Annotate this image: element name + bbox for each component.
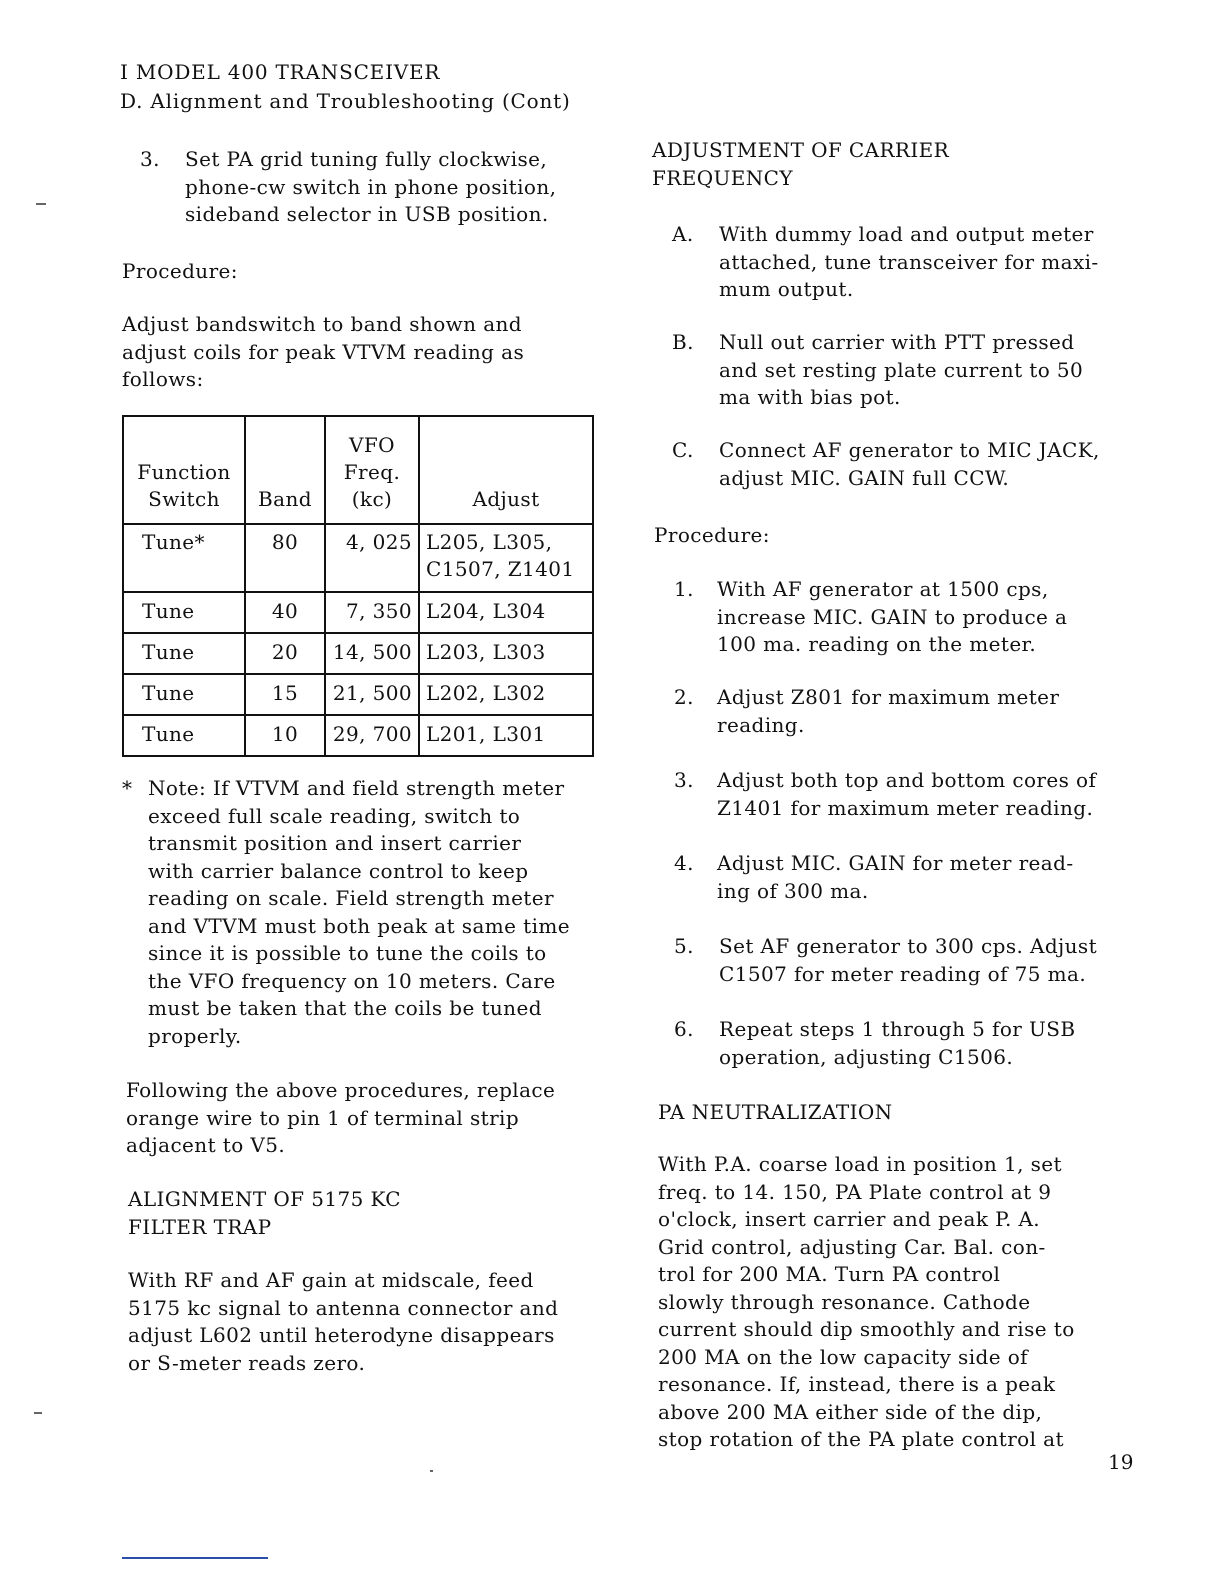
scan-speck: [430, 1470, 433, 1472]
step-number: 2.: [674, 685, 694, 709]
item-label: C.: [672, 438, 694, 462]
note-line: and VTVM must both peak at same time: [148, 913, 570, 938]
footer-rule: [122, 1557, 268, 1559]
cell-function: Tune: [123, 674, 245, 715]
header-band: Band: [245, 416, 325, 524]
note-line: transmit position and insert carrier: [148, 831, 522, 855]
paragraph-line: follows:: [122, 367, 204, 391]
cell-adjust: L205, L305, C1507, Z1401: [419, 524, 593, 592]
header-section-title: D. Alignment and Troubleshooting (Cont): [120, 89, 571, 113]
note-line: the VFO frequency on 10 meters. Care: [148, 968, 556, 993]
step-number: 3.: [674, 768, 694, 792]
cell-band: 10: [245, 715, 325, 756]
table-row: [123, 524, 593, 592]
note-line: Note: If VTVM and field strength meter: [148, 776, 565, 800]
step-number: 4.: [674, 851, 694, 875]
alignment-table: [122, 415, 594, 757]
right-procedure-label: Procedure:: [654, 523, 770, 547]
cell-band: 80: [245, 524, 325, 592]
left-following-paragraph: [126, 1077, 555, 1160]
trap-heading: ALIGNMENT OF 5175 KC FILTER TRAP: [128, 1187, 401, 1239]
cell-function: Tune: [123, 592, 245, 633]
table-row: [123, 674, 593, 715]
page-number: 19: [1108, 1450, 1134, 1474]
step-line: phone-cw switch in phone position,: [185, 174, 557, 199]
step-number: 5.: [674, 934, 694, 958]
paragraph-line: 200 MA on the low capacity side of: [658, 1344, 1028, 1369]
note-line: must be taken that the coils be tuned: [148, 996, 542, 1020]
step-line: Set PA grid tuning fully clockwise,: [185, 147, 548, 171]
item-label: B.: [672, 330, 694, 354]
paragraph-line: above 200 MA either side of the dip,: [658, 1399, 1043, 1424]
paragraph-line: slowly through resonance. Cathode: [658, 1289, 1031, 1314]
step-number: 1.: [674, 577, 694, 601]
step-number: 3.: [140, 147, 160, 171]
left-procedure-label: Procedure:: [122, 259, 238, 283]
note-asterisk: *: [122, 776, 133, 800]
step-line: sideband selector in USB position.: [185, 202, 549, 226]
cell-freq: 29, 700: [325, 715, 419, 756]
paragraph-line: With P.A. coarse load in position 1, set: [658, 1152, 1062, 1176]
left-procedure-text: [122, 311, 524, 394]
scan-speck: [34, 1412, 42, 1414]
table-row: [123, 633, 593, 674]
paragraph-line: freq. to 14. 150, PA Plate control at 9: [658, 1179, 1052, 1204]
page-header: [120, 58, 571, 116]
header-function-switch: Function Switch: [123, 416, 245, 524]
note-line: since it is possible to tune the coils to: [148, 941, 547, 965]
cell-adjust: L203, L303: [419, 633, 593, 674]
table-row: [123, 592, 593, 633]
cell-function: Tune*: [123, 524, 245, 592]
cell-band: 15: [245, 674, 325, 715]
paragraph-line: stop rotation of the PA plate control at: [658, 1427, 1064, 1451]
paragraph-line: Adjust bandswitch to band shown and: [122, 312, 523, 336]
cell-band: 20: [245, 633, 325, 674]
cell-band: 40: [245, 592, 325, 633]
cell-adjust: L201, L301: [419, 715, 593, 756]
table-row: [123, 715, 593, 756]
paragraph-line: With RF and AF gain at midscale, feed: [128, 1268, 534, 1292]
carrier-heading: ADJUSTMENT OF CARRIER FREQUENCY: [652, 138, 950, 190]
pa-neutralization-heading: PA NEUTRALIZATION: [658, 1100, 893, 1124]
cell-freq: 7, 350: [325, 592, 419, 633]
item-label: A.: [672, 222, 694, 246]
note-line: properly.: [148, 1023, 242, 1048]
pa-neutralization-paragraph: [658, 1151, 1075, 1454]
paragraph-line: orange wire to pin 1 of terminal strip: [126, 1105, 520, 1130]
cell-function: Tune: [123, 715, 245, 756]
note-line: exceed full scale reading, switch to: [148, 803, 521, 828]
paragraph-line: resonance. If, instead, there is a peak: [658, 1372, 1056, 1396]
cell-function: Tune: [123, 633, 245, 674]
paragraph-line: or S-meter reads zero.: [128, 1350, 366, 1375]
paragraph-line: adjacent to V5.: [126, 1133, 286, 1157]
step-number: 6.: [674, 1017, 694, 1041]
cell-freq: 4, 025: [325, 524, 419, 592]
paragraph-line: adjust coils for peak VTVM reading as: [122, 339, 525, 364]
paragraph-line: trol for 200 MA. Turn PA control: [658, 1262, 1001, 1286]
paragraph-line: 5175 kc signal to antenna connector and: [128, 1295, 559, 1320]
note-line: reading on scale. Field strength meter: [148, 886, 554, 910]
paragraph-line: Following the above procedures, replace: [126, 1078, 556, 1102]
header-vfo-freq: VFO Freq. (kc): [325, 416, 419, 524]
header-adjust: Adjust: [419, 416, 593, 524]
cell-freq: 21, 500: [325, 674, 419, 715]
cell-freq: 14, 500: [325, 633, 419, 674]
trap-paragraph: [128, 1267, 558, 1377]
header-model-title: I MODEL 400 TRANSCEIVER: [120, 60, 441, 84]
note-line: with carrier balance control to keep: [148, 858, 529, 883]
paragraph-line: current should dip smoothly and rise to: [658, 1317, 1075, 1341]
paragraph-line: o'clock, insert carrier and peak P. A.: [658, 1207, 1041, 1231]
table-header-row: [123, 416, 593, 524]
cell-adjust: L202, L302: [419, 674, 593, 715]
paragraph-line: Grid control, adjusting Car. Bal. con-: [658, 1234, 1046, 1259]
scan-speck: [36, 203, 46, 205]
paragraph-line: adjust L602 until heterodyne disappears: [128, 1323, 555, 1347]
cell-adjust: L204, L304: [419, 592, 593, 633]
